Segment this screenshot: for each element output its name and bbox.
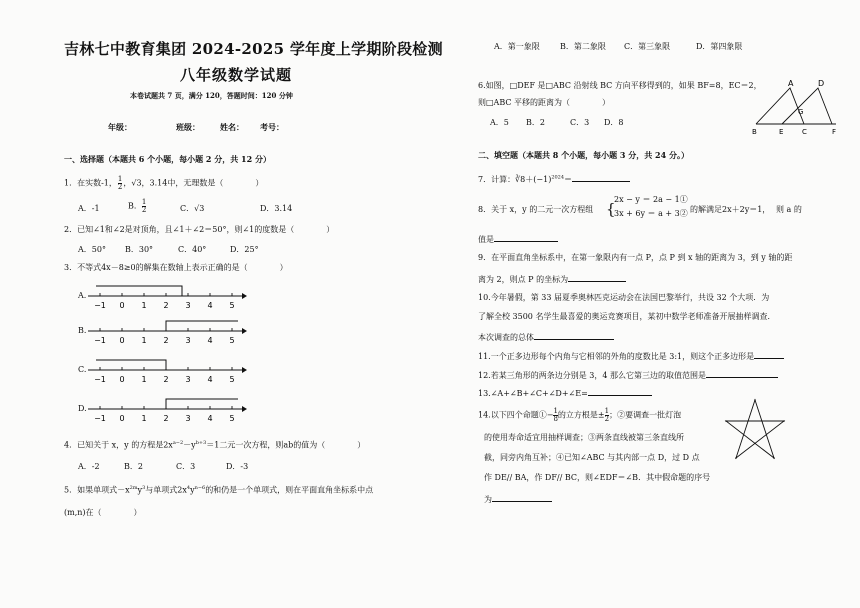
q6-option-d[interactable]: D．8 <box>604 118 624 127</box>
tick-label: 1 <box>141 414 147 423</box>
q10-stem: 10.今年暑假，第 33 届夏季奥林匹克运动会在法国巴黎举行，共设 32 个大项．为 <box>478 293 770 302</box>
svg-text:C: C <box>802 128 807 136</box>
q8-equation-1: 2x − y ＝ 2a − 1① <box>614 195 688 204</box>
q10-answer-blank[interactable] <box>534 330 614 340</box>
tick-label: −1 <box>94 301 106 310</box>
tick-label: −1 <box>94 414 106 423</box>
q5-option-a[interactable]: A．第一象限 <box>494 42 540 51</box>
field-examno: 考号： <box>260 122 284 132</box>
q6-option-c[interactable]: C．3 <box>570 118 590 127</box>
q10-stem-line2: 了解全校 3500 名学生最喜爱的奥运竞赛项目，某初中数学老师准备开展抽样调查． <box>478 312 776 321</box>
q3-d-solution-ray <box>166 399 238 409</box>
q4-option-d[interactable]: D．-3 <box>226 462 249 471</box>
q2-stem: 2．已知∠1和∠2是对顶角，且∠1＋∠2＝50°，则∠1的度数是（ ） <box>64 225 335 234</box>
q6-stem-line2: 则□ABC 平移的距离为（ ） <box>478 98 611 107</box>
q4-option-a[interactable]: A．-2 <box>78 462 100 471</box>
q2-option-d[interactable]: D．25° <box>230 245 259 254</box>
field-grade: 年级： <box>108 122 132 132</box>
q4-option-b[interactable]: B．2 <box>124 462 143 471</box>
svg-text:E: E <box>779 128 784 136</box>
q6-option-a[interactable]: A．5 <box>490 118 509 127</box>
q1-option-d[interactable]: D．3.14 <box>260 204 293 213</box>
q2-option-a[interactable]: A．50° <box>78 245 106 254</box>
q8-stem: 8．关于 x，y 的二元一次方程组 <box>478 205 594 214</box>
q12-answer-blank[interactable] <box>706 368 778 378</box>
q3-numberline-a <box>88 282 248 316</box>
q14-stem: 14.以下四个命题①− $\frac{1}{8}$ 的立方根是± $\frac{1}{2}$ ；②要调查一批灯泡 <box>478 407 682 423</box>
q7-answer-blank[interactable] <box>572 172 630 182</box>
q1-stem: 1．在实数-1， $\frac{1}{2}$ ，√3，3.14中，无理数是（ ） <box>64 175 264 191</box>
svg-text:G: G <box>798 108 804 116</box>
q13-answer-blank[interactable] <box>588 386 652 396</box>
tick-label: 4 <box>207 301 213 310</box>
svg-text:A: A <box>788 79 794 88</box>
section1-title: 一、选择题（本题共 6 个小题，每小题 2 分，共 12 分） <box>64 154 271 164</box>
tick-label: 3 <box>185 375 191 384</box>
q8-answer-blank[interactable] <box>494 232 558 242</box>
q2-option-b[interactable]: B．30° <box>125 245 154 254</box>
q9-stem: 9．在平面直角坐标系中，在第一象限内有一点 P，点 P 到 x 轴的距离为 3，到 y 轴的距 <box>478 253 793 262</box>
tick-label: 4 <box>207 414 213 423</box>
q3-option-d[interactable]: D. <box>78 404 87 413</box>
q11-answer-blank[interactable] <box>754 349 784 359</box>
q3-option-a[interactable]: A. <box>78 291 87 300</box>
q3-option-c[interactable]: C. <box>78 365 87 374</box>
q8-equation-2: 3x + 6y ＝ a + 3② <box>614 209 688 218</box>
section2-title: 二、填空题（本题共 8 个小题，每小题 3 分，共 24 分。） <box>478 150 689 160</box>
exam-subtitle: 八年级数学试题 <box>180 66 293 84</box>
q8-stem-line2: 值是 <box>478 232 558 245</box>
tick-label: 5 <box>229 301 235 310</box>
svg-text:B: B <box>752 128 757 136</box>
q10-stem-line3: 本次调查的总体 <box>478 330 614 343</box>
tick-label: 1 <box>141 336 147 345</box>
q14-stem-line2: 的使用寿命适宜用抽样调查；③两条直线被第三条直线所 <box>484 433 684 442</box>
q6-translation-figure <box>748 78 844 136</box>
q3-numberline-d <box>88 395 248 429</box>
q3-numberline-c <box>88 356 248 390</box>
q5-option-c[interactable]: C．第三象限 <box>624 42 671 51</box>
tick-label: 0 <box>119 375 125 384</box>
tick-label: 4 <box>207 336 213 345</box>
tick-label: 1 <box>141 301 147 310</box>
q9-stem-line2: 离为 2，则点 P 的坐标为 <box>478 272 626 285</box>
q4-option-c[interactable]: C．3 <box>176 462 196 471</box>
q5-stem-line2: (m,n)在（ ） <box>64 508 142 517</box>
q14-stem-line3: 截，同旁内角互补；④已知∠ABC 与其内部一点 D，过 D 点 <box>484 453 700 462</box>
tick-label: 3 <box>185 414 191 423</box>
tick-label: 0 <box>119 414 125 423</box>
tick-label: −1 <box>94 375 106 384</box>
tick-label: 5 <box>229 375 235 384</box>
q4-stem: 4．已知关于 x，y 的方程是$2x^{a-2}-y^{b+3}=1$二元一次方程，则ab的值为（ ） <box>64 440 366 450</box>
star-figure <box>720 396 790 466</box>
tick-label: 0 <box>119 301 125 310</box>
tick-label: 0 <box>119 336 125 345</box>
q9-answer-blank[interactable] <box>568 272 626 282</box>
q1-option-b[interactable]: B． $\frac{1}{2}$ <box>128 198 147 214</box>
brace-icon: { <box>606 200 616 218</box>
q3-b-solution-ray <box>166 321 238 331</box>
q3-a-ticks <box>100 293 232 296</box>
triangle-abc <box>756 88 804 124</box>
q1-option-a[interactable]: A．-1 <box>78 204 100 213</box>
q3-option-b[interactable]: B. <box>78 326 87 335</box>
tick-label: 2 <box>163 301 169 310</box>
tick-label: 4 <box>207 375 213 384</box>
tick-label: 5 <box>229 414 235 423</box>
q3-c-solution-ray <box>96 360 166 370</box>
q3-a-solution-ray <box>96 286 182 296</box>
tick-label: −1 <box>94 336 106 345</box>
tick-label: 3 <box>185 336 191 345</box>
svg-text:D: D <box>818 79 825 88</box>
q14-stem-line5: 为 <box>484 492 552 505</box>
q7-stem: 7．计算：$∛8+(-1)^{2024}=$ <box>478 172 630 185</box>
triangle-def <box>782 88 832 124</box>
svg-text:F: F <box>832 128 837 136</box>
exam-info: 本卷试题共 7 页，满分 120，答题时间：120 分钟 <box>130 91 293 100</box>
q12-stem: 12.若某三角形的两条边分别是 3，4 那么它第三边的取值范围是 <box>478 368 778 381</box>
field-name: 姓名： <box>220 122 244 132</box>
q5-stem: 5．如果单项式$-x^{2m}y^3$与单项式$2x^4y^{n-6}$的和仍是一个单项式，则在平面直角坐标系中点 <box>64 485 374 495</box>
q3-numberline-b <box>88 317 248 351</box>
q6-stem: 6.如图，□DEF 是□ABC 沿射线 BC 方向平移得到的，如果 BF=8，EC＝2， <box>478 81 762 90</box>
q14-stem-line4: 作 DE// BA，作 DF// BC，则∠EDF＝∠B．其中假命题的序号 <box>484 473 711 482</box>
q6-option-b[interactable]: B．2 <box>526 118 545 127</box>
exam-title: 吉林七中教育集团 2024-2025 学年度上学期阶段检测 <box>64 40 443 58</box>
q1-option-c[interactable]: C．√3 <box>180 204 205 213</box>
tick-label: 2 <box>163 375 169 384</box>
q3-stem: 3．不等式4x－8≥0的解集在数轴上表示正确的是（ ） <box>64 263 288 272</box>
tick-label: 1 <box>141 375 147 384</box>
field-class: 班级： <box>176 122 200 132</box>
q8-stem-post: 的解满足2x＋2y＝1， <box>690 205 771 214</box>
q8-stem-post2: 则 a 的 <box>776 205 802 214</box>
tick-label: 3 <box>185 301 191 310</box>
q2-option-c[interactable]: C．40° <box>178 245 207 254</box>
tick-label: 2 <box>163 414 169 423</box>
q5-option-b[interactable]: B．第二象限 <box>560 42 606 51</box>
q14-answer-blank[interactable] <box>492 492 552 502</box>
tick-label: 5 <box>229 336 235 345</box>
tick-label: 2 <box>163 336 169 345</box>
q5-option-d[interactable]: D．第四象限 <box>696 42 743 51</box>
q11-stem: 11.一个正多边形每个内角与它相邻的外角的度数比是 3:1，则这个正多边形是 <box>478 349 784 362</box>
q13-stem: 13.∠A+∠B+∠C+∠D+∠E= <box>478 386 652 399</box>
